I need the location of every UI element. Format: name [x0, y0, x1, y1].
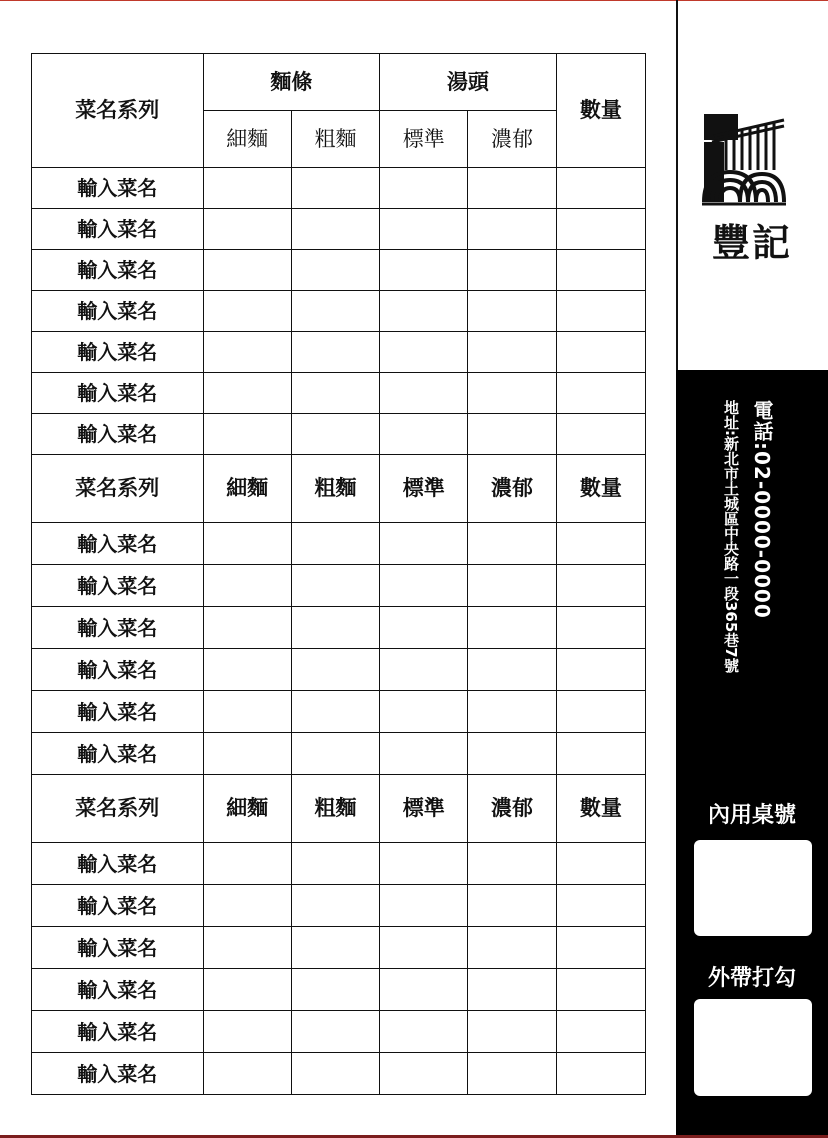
- quantity-cell[interactable]: [556, 969, 645, 1011]
- thin-noodle-cell[interactable]: [203, 168, 291, 209]
- thin-noodle-header: 細麵: [203, 111, 291, 168]
- quantity-cell[interactable]: [556, 565, 645, 607]
- thick-noodle-cell[interactable]: [291, 209, 379, 250]
- standard-soup-cell[interactable]: [380, 168, 468, 209]
- thick-noodle-cell[interactable]: [291, 250, 379, 291]
- item-name-cell[interactable]: 輸入菜名: [32, 291, 204, 332]
- quantity-cell[interactable]: [556, 649, 645, 691]
- item-name-cell[interactable]: 輸入菜名: [32, 969, 204, 1011]
- section-header-row: [32, 775, 646, 843]
- takeout-check-box[interactable]: [694, 999, 812, 1096]
- standard-soup-cell[interactable]: [380, 250, 468, 291]
- thick-noodle-cell[interactable]: [291, 843, 379, 885]
- item-name-cell[interactable]: 輸入菜名: [32, 209, 204, 250]
- address: 地址:新北市土城區中央路一段365巷7號: [722, 400, 740, 673]
- thick-noodle-cell[interactable]: [291, 373, 379, 414]
- menu-series-header: 菜名系列: [32, 54, 204, 168]
- quantity-cell[interactable]: [556, 607, 645, 649]
- side-divider: [676, 0, 678, 370]
- thin-noodle-cell[interactable]: [203, 291, 291, 332]
- thick-noodle-cell[interactable]: [291, 733, 379, 775]
- thick-noodle-cell[interactable]: [291, 414, 379, 455]
- thin-noodle-cell[interactable]: [203, 209, 291, 250]
- thin-noodle-cell[interactable]: [203, 927, 291, 969]
- quantity-cell[interactable]: [556, 733, 645, 775]
- quantity-cell[interactable]: [556, 843, 645, 885]
- thin-noodle-cell[interactable]: [203, 733, 291, 775]
- table-row: [32, 1011, 646, 1053]
- standard-soup-cell[interactable]: [380, 414, 468, 455]
- thin-noodle-cell[interactable]: [203, 373, 291, 414]
- thin-noodle-cell[interactable]: [203, 1011, 291, 1053]
- standard-soup-cell[interactable]: [380, 209, 468, 250]
- table-row: [32, 291, 646, 332]
- item-name-cell[interactable]: 輸入菜名: [32, 168, 204, 209]
- table-row: [32, 649, 646, 691]
- thick-noodle-cell[interactable]: [291, 885, 379, 927]
- item-name-cell[interactable]: 輸入菜名: [32, 843, 204, 885]
- item-name-cell[interactable]: 輸入菜名: [32, 1053, 204, 1095]
- thick-noodle-header: 粗麵: [291, 775, 379, 843]
- table-row: [32, 843, 646, 885]
- item-name-cell[interactable]: 輸入菜名: [32, 607, 204, 649]
- rich-soup-cell[interactable]: [468, 843, 556, 885]
- thick-noodle-cell[interactable]: [291, 607, 379, 649]
- thick-noodle-header: 粗麵: [291, 455, 379, 523]
- thick-noodle-cell[interactable]: [291, 523, 379, 565]
- rich-soup-cell[interactable]: [468, 927, 556, 969]
- standard-soup-cell[interactable]: [380, 691, 468, 733]
- rich-soup-cell[interactable]: [468, 250, 556, 291]
- item-name-cell[interactable]: 輸入菜名: [32, 373, 204, 414]
- standard-soup-cell[interactable]: [380, 607, 468, 649]
- table-row: [32, 209, 646, 250]
- rich-soup-cell[interactable]: [468, 649, 556, 691]
- thick-noodle-cell[interactable]: [291, 291, 379, 332]
- table-row: [32, 885, 646, 927]
- table-row: [32, 373, 646, 414]
- thick-noodle-cell[interactable]: [291, 1053, 379, 1095]
- table-header-row: [32, 54, 646, 111]
- menu-series-header: 菜名系列: [32, 455, 204, 523]
- standard-soup-cell[interactable]: [380, 969, 468, 1011]
- thin-noodle-cell[interactable]: [203, 565, 291, 607]
- table-row: [32, 250, 646, 291]
- standard-soup-header: 標準: [380, 111, 468, 168]
- item-name-cell[interactable]: 輸入菜名: [32, 649, 204, 691]
- rich-soup-header: 濃郁: [468, 111, 556, 168]
- quantity-cell[interactable]: [556, 373, 645, 414]
- rich-soup-cell[interactable]: [468, 1011, 556, 1053]
- thin-noodle-header: 細麵: [203, 455, 291, 523]
- standard-soup-header: 標準: [380, 455, 468, 523]
- standard-soup-cell[interactable]: [380, 885, 468, 927]
- standard-soup-cell[interactable]: [380, 332, 468, 373]
- standard-soup-cell[interactable]: [380, 291, 468, 332]
- rich-soup-header: 濃郁: [468, 455, 556, 523]
- table-row: [32, 691, 646, 733]
- thin-noodle-cell[interactable]: [203, 414, 291, 455]
- brand-name: 豐記: [711, 223, 792, 265]
- thick-noodle-cell[interactable]: [291, 691, 379, 733]
- quantity-cell[interactable]: [556, 332, 645, 373]
- rich-soup-cell[interactable]: [468, 691, 556, 733]
- standard-soup-cell[interactable]: [380, 1053, 468, 1095]
- rich-soup-cell[interactable]: [468, 885, 556, 927]
- menu-series-header: 菜名系列: [32, 775, 204, 843]
- standard-soup-cell[interactable]: [380, 523, 468, 565]
- quantity-cell[interactable]: [556, 291, 645, 332]
- quantity-cell[interactable]: [556, 209, 645, 250]
- rich-soup-cell[interactable]: [468, 168, 556, 209]
- thin-noodle-cell[interactable]: [203, 843, 291, 885]
- rich-soup-cell[interactable]: [468, 291, 556, 332]
- thick-noodle-cell[interactable]: [291, 168, 379, 209]
- rich-soup-cell[interactable]: [468, 209, 556, 250]
- thick-noodle-cell[interactable]: [291, 565, 379, 607]
- thick-noodle-cell[interactable]: [291, 332, 379, 373]
- rich-soup-cell[interactable]: [468, 733, 556, 775]
- quantity-cell[interactable]: [556, 1053, 645, 1095]
- thick-noodle-cell[interactable]: [291, 1011, 379, 1053]
- rich-soup-cell[interactable]: [468, 1053, 556, 1095]
- table-row: [32, 565, 646, 607]
- quantity-header: 數量: [556, 455, 645, 523]
- thin-noodle-cell[interactable]: [203, 250, 291, 291]
- rich-soup-cell[interactable]: [468, 969, 556, 1011]
- thick-noodle-cell[interactable]: [291, 649, 379, 691]
- thin-noodle-cell[interactable]: [203, 1053, 291, 1095]
- rich-soup-cell[interactable]: [468, 332, 556, 373]
- table-row: [32, 332, 646, 373]
- standard-soup-cell[interactable]: [380, 927, 468, 969]
- thin-noodle-cell[interactable]: [203, 885, 291, 927]
- thin-noodle-cell[interactable]: [203, 969, 291, 1011]
- item-name-cell[interactable]: 輸入菜名: [32, 250, 204, 291]
- rich-soup-header: 濃郁: [468, 775, 556, 843]
- order-table: [31, 53, 646, 1095]
- table-row: [32, 414, 646, 455]
- item-name-cell[interactable]: 輸入菜名: [32, 691, 204, 733]
- table-row: [32, 733, 646, 775]
- item-name-cell[interactable]: 輸入菜名: [32, 1011, 204, 1053]
- thin-noodle-cell[interactable]: [203, 607, 291, 649]
- table-row: [32, 523, 646, 565]
- rich-soup-cell[interactable]: [468, 523, 556, 565]
- quantity-cell[interactable]: [556, 250, 645, 291]
- thin-noodle-cell[interactable]: [203, 691, 291, 733]
- standard-soup-cell[interactable]: [380, 565, 468, 607]
- standard-soup-cell[interactable]: [380, 649, 468, 691]
- quantity-header: 數量: [556, 54, 645, 168]
- thick-noodle-header: 粗麵: [291, 111, 379, 168]
- soup-group-header: 湯頭: [380, 54, 557, 111]
- quantity-cell[interactable]: [556, 691, 645, 733]
- top-border: [0, 0, 828, 1]
- table-row: [32, 607, 646, 649]
- thick-noodle-cell[interactable]: [291, 927, 379, 969]
- item-name-cell[interactable]: 輸入菜名: [32, 733, 204, 775]
- rich-soup-cell[interactable]: [468, 414, 556, 455]
- thin-noodle-cell[interactable]: [203, 649, 291, 691]
- item-name-cell[interactable]: 輸入菜名: [32, 565, 204, 607]
- rich-soup-cell[interactable]: [468, 373, 556, 414]
- thin-noodle-cell[interactable]: [203, 523, 291, 565]
- section-header-row: [32, 455, 646, 523]
- quantity-cell[interactable]: [556, 168, 645, 209]
- table-row: [32, 969, 646, 1011]
- quantity-cell[interactable]: [556, 414, 645, 455]
- thin-noodle-cell[interactable]: [203, 332, 291, 373]
- quantity-cell[interactable]: [556, 523, 645, 565]
- item-name-cell[interactable]: 輸入菜名: [32, 927, 204, 969]
- quantity-cell[interactable]: [556, 1011, 645, 1053]
- item-name-cell[interactable]: 輸入菜名: [32, 885, 204, 927]
- item-name-cell[interactable]: 輸入菜名: [32, 523, 204, 565]
- dine-in-table-box[interactable]: [694, 840, 812, 936]
- standard-soup-cell[interactable]: [380, 843, 468, 885]
- takeout-label: 外帶打勾: [707, 966, 796, 991]
- table-row: [32, 1053, 646, 1095]
- standard-soup-header: 標準: [380, 775, 468, 843]
- rich-soup-cell[interactable]: [468, 565, 556, 607]
- quantity-cell[interactable]: [556, 927, 645, 969]
- rich-soup-cell[interactable]: [468, 607, 556, 649]
- standard-soup-cell[interactable]: [380, 373, 468, 414]
- table-row: [32, 927, 646, 969]
- quantity-cell[interactable]: [556, 885, 645, 927]
- table-row: [32, 168, 646, 209]
- dine-in-label: 內用桌號: [707, 803, 796, 828]
- item-name-cell[interactable]: 輸入菜名: [32, 414, 204, 455]
- noodle-bowl-logo-icon: [700, 112, 786, 208]
- thick-noodle-cell[interactable]: [291, 969, 379, 1011]
- noodle-group-header: 麵條: [203, 54, 380, 111]
- thin-noodle-header: 細麵: [203, 775, 291, 843]
- item-name-cell[interactable]: 輸入菜名: [32, 332, 204, 373]
- quantity-header: 數量: [556, 775, 645, 843]
- standard-soup-cell[interactable]: [380, 733, 468, 775]
- standard-soup-cell[interactable]: [380, 1011, 468, 1053]
- phone-number: 電話:02-0000-0000: [750, 400, 774, 619]
